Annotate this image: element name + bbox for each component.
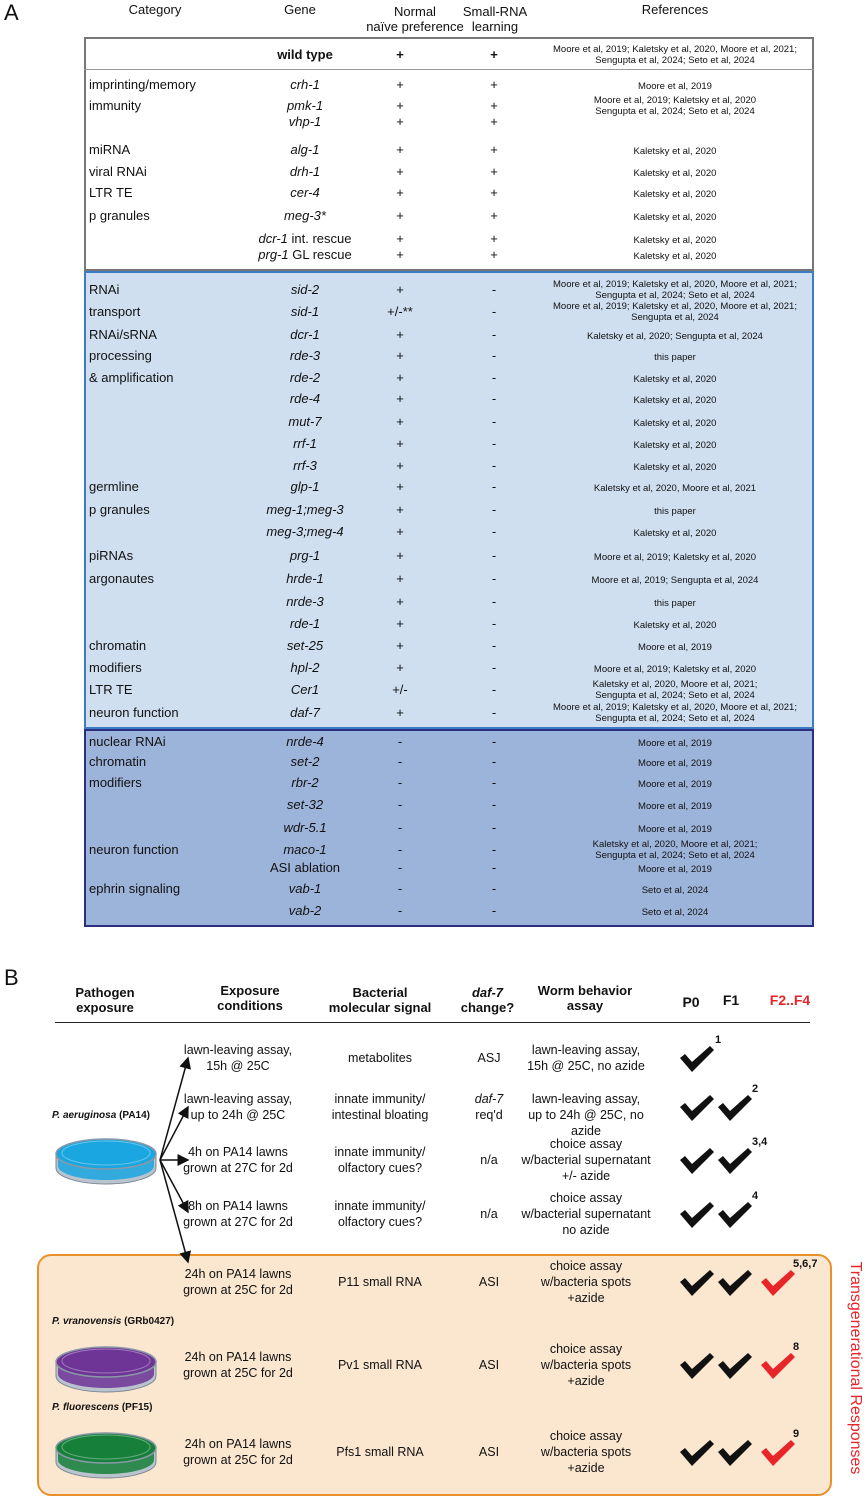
daf7-change: ASJ [477, 1051, 501, 1065]
naive-preference-value: - [397, 754, 403, 769]
gene-name: rde-1 [289, 616, 321, 631]
reference-text: Kaletsky et al, 2020 [633, 234, 717, 246]
panel-b-letter: B [4, 965, 19, 990]
reference-text: Kaletsky et al, 2020 [633, 417, 717, 429]
naive-preference-value: + [396, 370, 404, 385]
learning-value: - [491, 881, 497, 896]
reference-text: Moore et al, 2019; Kaletsky et al, 2020, Moore et al, 2021; Sengupta et al, 2024; Seto et al, 2024 [553, 279, 797, 301]
learning-value: - [491, 414, 497, 429]
gene-name: dcr-1 int. rescue [258, 231, 352, 246]
header-learning-line1: Small-RNA [462, 4, 528, 19]
reference-text: Moore et al, 2019; Kaletsky et al, 2020 Sengupta et al, 2024; Seto et al, 2024 [593, 95, 757, 117]
category-label: RNAi/sRNA [89, 327, 157, 342]
checkmark-f1 [715, 1146, 755, 1176]
gene-name: dcr-1 [290, 327, 320, 342]
naive-preference-value: - [397, 820, 403, 835]
reference-number: 8 [793, 1341, 800, 1353]
learning-value: - [491, 616, 497, 631]
reference-text: Moore et al, 2019 [638, 641, 712, 653]
gene-name: rde-3 [289, 348, 321, 363]
learning-value: - [491, 638, 497, 653]
category-label: modifiers [89, 660, 142, 675]
transgenerational-label: Transgenerational Responses [847, 1261, 864, 1475]
exposure-conditions: lawn-leaving assay, 15h @ 25C [183, 1043, 293, 1073]
naive-preference-value: + [396, 282, 404, 297]
naive-preference-value: - [397, 797, 403, 812]
reference-number: 1 [715, 1034, 722, 1046]
naive-preference-value: + [396, 247, 404, 262]
reference-text: Kaletsky et al, 2020, Moore et al, 2021; Sengupta et al, 2024; Seto et al, 2024 [592, 679, 758, 701]
panel-a-letter: A [4, 0, 19, 25]
header-references: References [641, 2, 709, 17]
category-label: argonautes [89, 571, 155, 586]
naive-preference-value: + [396, 47, 404, 62]
learning-value: - [491, 734, 497, 749]
reference-text: Kaletsky et al, 2020 [633, 373, 717, 385]
naive-preference-value: + [396, 458, 404, 473]
checkmark-p0 [677, 1146, 717, 1176]
learning-value: - [491, 479, 497, 494]
molecular-signal: Pv1 small RNA [337, 1358, 423, 1372]
category-label: LTR TE [89, 185, 133, 200]
naive-preference-value: + [396, 98, 404, 113]
gene-name: set-2 [290, 754, 320, 769]
reference-number: 3,4 [752, 1136, 768, 1148]
petri-dish-icon [52, 1132, 162, 1192]
naive-preference-value: + [396, 414, 404, 429]
learning-value: - [491, 860, 497, 875]
header-signal-line1: Bacterial [352, 985, 408, 1000]
molecular-signal: innate immunity/ olfactory cues? [334, 1199, 426, 1229]
naive-preference-value: + [396, 660, 404, 675]
learning-value: - [491, 571, 497, 586]
reference-text: Kaletsky et al, 2020 [633, 145, 717, 157]
header-daf7-line1: daf-7 [471, 985, 504, 1000]
behavior-assay: choice assay w/bacteria spots +azide [540, 1259, 632, 1305]
header-exposure-line1: Exposure [220, 983, 280, 998]
reference-text: Kaletsky et al, 2020, Moore et al, 2021 [593, 482, 757, 494]
category-label: nuclear RNAi [89, 734, 166, 749]
reference-text: Moore et al, 2019 [638, 778, 712, 790]
learning-value: - [491, 705, 497, 720]
naive-preference-value: + [396, 142, 404, 157]
category-label: LTR TE [89, 682, 133, 697]
learning-value: - [491, 436, 497, 451]
daf7-change: n/a [480, 1153, 498, 1167]
checkmark-f2-f4 [758, 1351, 798, 1381]
category-label: immunity [89, 98, 142, 113]
category-label: & amplification [89, 370, 174, 385]
reference-number: 9 [793, 1428, 800, 1440]
gene-name: wdr-5.1 [283, 820, 327, 835]
category-label: miRNA [89, 142, 131, 157]
gene-name: ASI ablation [269, 860, 341, 875]
naive-preference-value: + [396, 705, 404, 720]
naive-preference-value: +/-** [387, 304, 413, 319]
reference-text: Kaletsky et al, 2020 [633, 461, 717, 473]
checkmark-f1 [715, 1093, 755, 1123]
header-naive-line2: naïve preference [366, 19, 464, 34]
molecular-signal: metabolites [348, 1051, 412, 1065]
header-assay-line2: assay [566, 998, 604, 1013]
checkmark-f2-f4 [758, 1438, 798, 1468]
reference-number: 2 [752, 1083, 759, 1095]
gene-name: crh-1 [290, 77, 320, 92]
naive-preference-value: + [396, 479, 404, 494]
category-label: chromatin [89, 754, 147, 769]
reference-number: 4 [752, 1190, 759, 1202]
naive-preference-value: + [396, 185, 404, 200]
naive-preference-value: + [396, 164, 404, 179]
gene-name: meg-1;meg-3 [266, 502, 344, 517]
naive-preference-value: +/- [392, 682, 408, 697]
learning-value: - [491, 820, 497, 835]
header-pathogen-line1: Pathogen [75, 985, 135, 1000]
learning-value: - [491, 548, 497, 563]
naive-preference-value: + [396, 638, 404, 653]
category-label: germline [89, 479, 139, 494]
header-exposure-line2: conditions [217, 998, 283, 1013]
checkmark-p0 [677, 1351, 717, 1381]
reference-text: Kaletsky et al, 2020 [633, 527, 717, 539]
category-label: processing [89, 348, 152, 363]
category-label: transport [89, 304, 141, 319]
learning-value: + [490, 231, 498, 246]
naive-preference-value: + [396, 502, 404, 517]
gene-name: meg-3* [284, 208, 326, 223]
naive-preference-value: + [396, 77, 404, 92]
category-label: RNAi [89, 282, 120, 297]
gene-name: wild type [277, 47, 333, 62]
reference-text: this paper [654, 351, 696, 363]
checkmark-p0 [677, 1044, 717, 1074]
gene-name: rrf-1 [293, 436, 317, 451]
learning-value: - [491, 348, 497, 363]
learning-value: - [491, 282, 497, 297]
learning-value: - [491, 304, 497, 319]
bacteria-label: P. aeruginosa (PA14) [52, 1110, 151, 1121]
gene-name: vab-1 [288, 881, 322, 896]
naive-preference-value: - [397, 734, 403, 749]
daf7-change: n/a [480, 1207, 498, 1221]
learning-value: - [491, 775, 497, 790]
molecular-signal: P11 small RNA [338, 1275, 422, 1289]
gene-name: hpl-2 [290, 660, 320, 675]
reference-text: Moore et al, 2019 [638, 757, 712, 769]
gene-name: glp-1 [290, 479, 320, 494]
reference-text: Kaletsky et al, 2020, Moore et al, 2021; Sengupta et al, 2024; Seto et al, 2024 [592, 839, 758, 861]
header-daf7-line2: change? [460, 1000, 515, 1015]
learning-value: + [490, 114, 498, 129]
gene-name: cer-4 [290, 185, 320, 200]
naive-preference-value: + [396, 114, 404, 129]
exposure-conditions: 24h on PA14 lawns grown at 25C for 2d [183, 1267, 293, 1297]
naive-preference-value: + [396, 616, 404, 631]
learning-value: - [491, 842, 497, 857]
daf7-change: ASI [478, 1445, 500, 1459]
exposure-conditions: 4h on PA14 lawns grown at 27C for 2d [183, 1145, 293, 1175]
learning-value: - [491, 327, 497, 342]
behavior-assay: lawn-leaving assay, up to 24h @ 25C, no azide [528, 1092, 644, 1138]
gene-name: set-32 [286, 797, 324, 812]
reference-text: Seto et al, 2024 [641, 906, 709, 918]
reference-text: Moore et al, 2019 [638, 737, 712, 749]
naive-preference-value: - [397, 881, 403, 896]
naive-preference-value: + [396, 348, 404, 363]
gene-name: drh-1 [289, 164, 321, 179]
category-label: ephrin signaling [89, 881, 181, 896]
gene-name: nrde-4 [286, 734, 324, 749]
bacteria-label: P. fluorescens (PF15) [52, 1402, 153, 1413]
naive-preference-value: + [396, 436, 404, 451]
naive-preference-value: + [396, 524, 404, 539]
category-label: chromatin [89, 638, 147, 653]
learning-value: - [491, 370, 497, 385]
reference-text: Kaletsky et al, 2020 [633, 188, 717, 200]
category-label: imprinting/memory [89, 77, 196, 92]
category-label: p granules [89, 502, 150, 517]
header-signal-line2: molecular signal [328, 1000, 432, 1015]
molecular-signal: Pfs1 small RNA [336, 1445, 424, 1459]
header-naive-line1: Normal [394, 4, 436, 19]
gene-name: prg-1 GL rescue [258, 247, 352, 262]
petri-dish-icon [52, 1426, 162, 1486]
checkmark-f2-f4 [758, 1268, 798, 1298]
checkmark-p0 [677, 1438, 717, 1468]
exposure-conditions: 24h on PA14 lawns grown at 25C for 2d [183, 1437, 293, 1467]
reference-text: Kaletsky et al, 2020 [633, 250, 717, 262]
reference-text: Seto et al, 2024 [641, 884, 709, 896]
category-label: modifiers [89, 775, 142, 790]
gene-name: meg-3;meg-4 [266, 524, 344, 539]
gene-name: pmk-1 [286, 98, 324, 113]
behavior-assay: lawn-leaving assay, 15h @ 25C, no azide [527, 1043, 645, 1073]
reference-text: Moore et al, 2019 [638, 823, 712, 835]
reference-text: Kaletsky et al, 2020 [633, 439, 717, 451]
category-label: neuron function [89, 842, 179, 857]
checkmark-f1 [715, 1268, 755, 1298]
category-label: piRNAs [89, 548, 134, 563]
behavior-assay: choice assay w/bacterial supernatant +/- azide [521, 1137, 651, 1183]
learning-value: + [490, 142, 498, 157]
category-label: neuron function [89, 705, 179, 720]
learning-value: + [490, 98, 498, 113]
checkmark-f1 [715, 1200, 755, 1230]
learning-value: - [491, 660, 497, 675]
header-f1: F1 [722, 992, 740, 1008]
reference-text: Moore et al, 2019; Kaletsky et al, 2020, Moore et al, 2021; Sengupta et al, 2024; Seto et al, 2024 [553, 702, 797, 724]
header-pathogen-line2: exposure [76, 1000, 134, 1015]
daf7-change: daf-7 req'd [474, 1092, 504, 1122]
naive-preference-value: - [397, 860, 403, 875]
reference-text: Kaletsky et al, 2020 [633, 211, 717, 223]
reference-text: Kaletsky et al, 2020; Sengupta et al, 2024 [587, 330, 763, 342]
reference-text: Kaletsky et al, 2020 [633, 167, 717, 179]
learning-value: - [491, 754, 497, 769]
header-p0: P0 [682, 994, 700, 1010]
naive-preference-value: - [397, 903, 403, 918]
gene-name: maco-1 [283, 842, 327, 857]
naive-preference-value: - [397, 775, 403, 790]
reference-text: Moore et al, 2019 [638, 863, 712, 875]
gene-name: rde-4 [289, 391, 321, 406]
header-f2-f4: F2..F4 [769, 992, 811, 1008]
petri-dish-icon [52, 1340, 162, 1400]
learning-value: + [490, 77, 498, 92]
naive-preference-value: + [396, 391, 404, 406]
gene-name: mut-7 [288, 414, 322, 429]
daf7-change: ASI [478, 1358, 500, 1372]
learning-value: - [491, 682, 497, 697]
learning-value: + [490, 185, 498, 200]
naive-preference-value: + [396, 548, 404, 563]
exposure-conditions: lawn-leaving assay, up to 24h @ 25C [183, 1092, 293, 1122]
naive-preference-value: - [397, 842, 403, 857]
naive-preference-value: + [396, 327, 404, 342]
gene-name: nrde-3 [286, 594, 324, 609]
behavior-assay: choice assay w/bacteria spots +azide [540, 1429, 632, 1475]
reference-text: Moore et al, 2019; Kaletsky et al, 2020 [593, 663, 757, 675]
checkmark-p0 [677, 1268, 717, 1298]
header-gene: Gene [284, 2, 316, 17]
gene-name: alg-1 [290, 142, 320, 157]
category-label: viral RNAi [89, 164, 147, 179]
daf7-change: ASI [478, 1275, 500, 1289]
gene-name: set-25 [286, 638, 324, 653]
header-assay-line1: Worm behavior [537, 983, 633, 998]
behavior-assay: choice assay w/bacterial supernatant no azide [521, 1191, 651, 1237]
gene-name: vhp-1 [288, 114, 322, 129]
gene-name: rde-2 [289, 370, 321, 385]
learning-value: - [491, 502, 497, 517]
gene-name: prg-1 [289, 548, 321, 563]
checkmark-p0 [677, 1093, 717, 1123]
reference-text: Moore et al, 2019; Kaletsky et al, 2020, Moore et al, 2021; Sengupta et al, 2024 [553, 301, 797, 323]
reference-text: Moore et al, 2019; Sengupta et al, 2024 [591, 574, 759, 586]
reference-text: Kaletsky et al, 2020 [633, 394, 717, 406]
bacteria-label: P. vranovensis (GRb0427) [52, 1316, 175, 1327]
learning-value: - [491, 391, 497, 406]
reference-text: Moore et al, 2019; Kaletsky et al, 2020 [593, 551, 757, 563]
learning-value: - [491, 458, 497, 473]
reference-number: 5,6,7 [793, 1258, 818, 1270]
naive-preference-value: + [396, 571, 404, 586]
learning-value: - [491, 594, 497, 609]
gene-name: rrf-3 [293, 458, 317, 473]
learning-value: - [491, 903, 497, 918]
learning-value: + [490, 164, 498, 179]
header-category: Category [128, 2, 182, 17]
learning-value: - [491, 797, 497, 812]
learning-value: + [490, 47, 498, 62]
reference-text: this paper [654, 597, 696, 609]
naive-preference-value: + [396, 231, 404, 246]
reference-text: Moore et al, 2019 [638, 80, 712, 92]
behavior-assay: choice assay w/bacteria spots +azide [540, 1342, 632, 1388]
reference-text: Kaletsky et al, 2020 [633, 619, 717, 631]
naive-preference-value: + [396, 594, 404, 609]
gene-name: Cer1 [290, 682, 320, 697]
category-label: p granules [89, 208, 150, 223]
gene-name: sid-1 [290, 304, 320, 319]
gene-name: sid-2 [290, 282, 320, 297]
learning-value: + [490, 208, 498, 223]
learning-value: - [491, 524, 497, 539]
reference-text: Moore et al, 2019; Kaletsky et al, 2020, Moore et al, 2021; Sengupta et al, 2024; Seto et al, 2024 [553, 44, 797, 66]
molecular-signal: innate immunity/ olfactory cues? [334, 1145, 426, 1175]
gene-name: vab-2 [288, 903, 322, 918]
checkmark-p0 [677, 1200, 717, 1230]
learning-value: + [490, 247, 498, 262]
exposure-conditions: 24h on PA14 lawns grown at 25C for 2d [183, 1350, 293, 1380]
reference-text: Moore et al, 2019 [638, 800, 712, 812]
gene-name: hrde-1 [286, 571, 324, 586]
checkmark-f1 [715, 1438, 755, 1468]
molecular-signal: innate immunity/ intestinal bloating [331, 1092, 429, 1122]
gene-name: daf-7 [290, 705, 320, 720]
gene-name: rbr-2 [291, 775, 319, 790]
header-learning-line2: learning [471, 19, 519, 34]
exposure-conditions: 8h on PA14 lawns grown at 27C for 2d [183, 1199, 293, 1229]
checkmark-f1 [715, 1351, 755, 1381]
naive-preference-value: + [396, 208, 404, 223]
reference-text: this paper [654, 505, 696, 517]
